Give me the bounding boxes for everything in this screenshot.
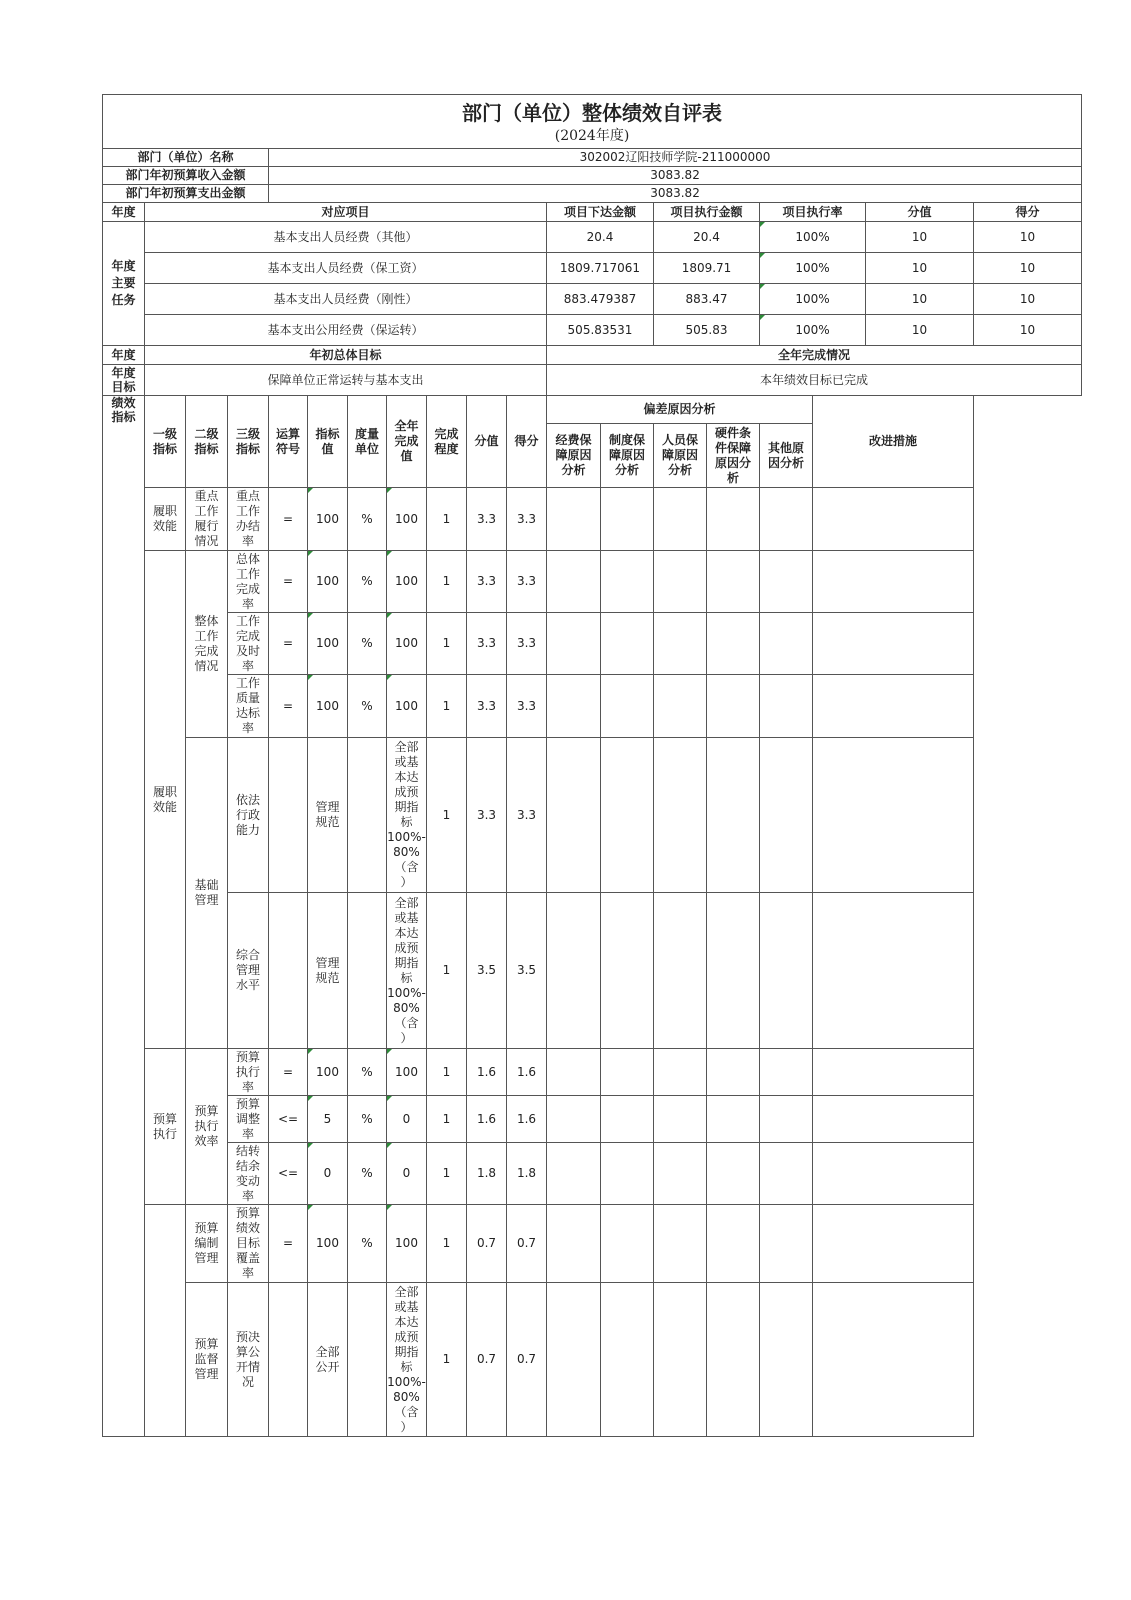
- task-score-value: 10: [866, 284, 974, 315]
- level2-cell: 重点 工作 履行 情况: [186, 488, 228, 551]
- operator-cell: =: [269, 1205, 308, 1283]
- actual-header: 全年 完成 值: [387, 396, 427, 488]
- dev-funding-cell: [547, 1205, 601, 1283]
- level1-cell: 履职 效能: [145, 488, 186, 551]
- improvement-cell: [813, 1096, 974, 1143]
- operator-cell: =: [269, 613, 308, 675]
- dev-hardware-cell: [707, 551, 760, 613]
- operator-cell: =: [269, 675, 308, 738]
- indicator-row: [103, 613, 1082, 675]
- dev-other-cell: [760, 1283, 813, 1437]
- initial-goal-text: 保障单位正常运转与基本支出: [145, 365, 547, 396]
- task-executed: 505.83: [654, 315, 760, 346]
- dev-system-cell: [601, 1283, 654, 1437]
- dev-system-cell: [601, 1049, 654, 1096]
- target-cell: 100: [308, 1049, 348, 1096]
- target-cell: 100: [308, 1205, 348, 1283]
- sheet-title: 部门（单位）整体绩效自评表: [103, 95, 1082, 127]
- dev-hardware-cell: [707, 488, 760, 551]
- target-cell: 100: [308, 551, 348, 613]
- value-cell: 1.8: [467, 1143, 507, 1205]
- task-row: [103, 315, 1082, 346]
- actual-cell: 0: [387, 1096, 427, 1143]
- dev-funding-cell: [547, 1143, 601, 1205]
- unit-cell: [348, 1283, 387, 1437]
- task-rate: 100%: [760, 222, 866, 253]
- dev-staff-cell: [654, 1143, 707, 1205]
- task-score-value: 10: [866, 315, 974, 346]
- target-cell: 管理 规范: [308, 893, 348, 1049]
- dev-funding-cell: [547, 1283, 601, 1437]
- improvement-cell: [813, 1143, 974, 1205]
- task-score-value-header: 分值: [866, 203, 974, 222]
- score-cell: 1.6: [507, 1096, 547, 1143]
- degree-header: 完成 程度: [427, 396, 467, 488]
- task-executed: 883.47: [654, 284, 760, 315]
- value-cell: 1.6: [467, 1096, 507, 1143]
- task-name: 基本支出公用经费（保运转）: [145, 315, 547, 346]
- level1-cell: [145, 1205, 186, 1437]
- actual-cell: 全部 或基 本达 成预 期指 标 100%- 80% （含 ）: [387, 1283, 427, 1437]
- dev-system-cell: [601, 613, 654, 675]
- task-score: 10: [974, 253, 1082, 284]
- dev-other-header: 其他原 因分析: [760, 424, 813, 488]
- degree-cell: 1: [427, 675, 467, 738]
- operator-cell: <=: [269, 1143, 308, 1205]
- dev-system-cell: [601, 1143, 654, 1205]
- dev-hardware-cell: [707, 893, 760, 1049]
- dept-name-value: 302002辽阳技师学院-211000000: [269, 149, 1082, 167]
- level3-cell: 预算 执行 率: [228, 1049, 269, 1096]
- dev-funding-cell: [547, 1049, 601, 1096]
- unit-cell: [348, 893, 387, 1049]
- improvement-header: 改进措施: [813, 396, 974, 488]
- score-cell: 3.5: [507, 893, 547, 1049]
- target-cell: 100: [308, 488, 348, 551]
- unit-cell: [348, 738, 387, 893]
- degree-cell: 1: [427, 613, 467, 675]
- dev-hardware-header: 硬件条 件保障 原因分 析: [707, 424, 760, 488]
- degree-cell: 1: [427, 893, 467, 1049]
- task-executed: 20.4: [654, 222, 760, 253]
- target-cell: 5: [308, 1096, 348, 1143]
- target-cell: 100: [308, 675, 348, 738]
- level3-cell: 工作 完成 及时 率: [228, 613, 269, 675]
- initial-goal-header: 年初总体目标: [145, 346, 547, 365]
- dev-hardware-cell: [707, 613, 760, 675]
- degree-cell: 1: [427, 1205, 467, 1283]
- task-rate: 100%: [760, 315, 866, 346]
- dev-system-cell: [601, 1205, 654, 1283]
- unit-header: 度量 单位: [348, 396, 387, 488]
- task-rate: 100%: [760, 284, 866, 315]
- actual-cell: 100: [387, 1205, 427, 1283]
- operator-cell: [269, 1283, 308, 1437]
- improvement-cell: [813, 1205, 974, 1283]
- level1-header: 一级 指标: [145, 396, 186, 488]
- degree-cell: 1: [427, 1283, 467, 1437]
- target-header: 指标 值: [308, 396, 348, 488]
- level2-cell: 整体 工作 完成 情况: [186, 551, 228, 738]
- completion-header: 全年完成情况: [547, 346, 1082, 365]
- indicator-row: [103, 488, 1082, 551]
- score-cell: 3.3: [507, 675, 547, 738]
- dev-other-cell: [760, 551, 813, 613]
- improvement-cell: [813, 1283, 974, 1437]
- indicator-row: [103, 738, 1082, 893]
- actual-cell: 0: [387, 1143, 427, 1205]
- target-cell: 0: [308, 1143, 348, 1205]
- unit-cell: %: [348, 551, 387, 613]
- degree-cell: 1: [427, 738, 467, 893]
- value-cell: 0.7: [467, 1283, 507, 1437]
- task-name: 基本支出人员经费（其他）: [145, 222, 547, 253]
- task-name: 基本支出人员经费（保工资）: [145, 253, 547, 284]
- indicator-row: [103, 1049, 1082, 1096]
- dev-other-cell: [760, 1049, 813, 1096]
- actual-cell: 100: [387, 613, 427, 675]
- indicator-row: [103, 1205, 1082, 1283]
- degree-cell: 1: [427, 551, 467, 613]
- score-cell: 3.3: [507, 613, 547, 675]
- level3-cell: 总体 工作 完成 率: [228, 551, 269, 613]
- dev-staff-cell: [654, 675, 707, 738]
- target-cell: 100: [308, 613, 348, 675]
- indicator-row: [103, 893, 1082, 1049]
- dev-funding-cell: [547, 613, 601, 675]
- dev-other-cell: [760, 488, 813, 551]
- ind-score-value-header: 分值: [467, 396, 507, 488]
- dev-other-cell: [760, 1096, 813, 1143]
- dept-name-label: 部门（单位）名称: [103, 149, 269, 167]
- indicator-row: [103, 1096, 1082, 1143]
- deviation-header: 偏差原因分析: [547, 396, 813, 424]
- budget-income-label: 部门年初预算收入金额: [103, 167, 269, 185]
- dev-funding-cell: [547, 738, 601, 893]
- level2-cell: 基础 管理: [186, 738, 228, 1049]
- improvement-cell: [813, 551, 974, 613]
- dev-staff-cell: [654, 1205, 707, 1283]
- level1-cell: 预算 执行: [145, 1049, 186, 1205]
- task-issued: 20.4: [547, 222, 654, 253]
- degree-cell: 1: [427, 1096, 467, 1143]
- improvement-cell: [813, 893, 974, 1049]
- unit-cell: %: [348, 1096, 387, 1143]
- level2-header: 二级 指标: [186, 396, 228, 488]
- dev-system-header: 制度保 障原因 分析: [601, 424, 654, 488]
- value-cell: 3.3: [467, 738, 507, 893]
- operator-cell: =: [269, 488, 308, 551]
- indicator-row: [103, 675, 1082, 738]
- task-score-value: 10: [866, 253, 974, 284]
- actual-cell: 100: [387, 488, 427, 551]
- dev-funding-cell: [547, 488, 601, 551]
- perf-indicator-label: 绩效 指标: [103, 396, 145, 1437]
- level3-cell: 工作 质量 达标 率: [228, 675, 269, 738]
- score-cell: 1.8: [507, 1143, 547, 1205]
- dev-funding-cell: [547, 675, 601, 738]
- level2-cell: 预算 监督 管理: [186, 1283, 228, 1437]
- task-issued: 883.479387: [547, 284, 654, 315]
- value-cell: 1.6: [467, 1049, 507, 1096]
- dev-other-cell: [760, 1143, 813, 1205]
- dev-funding-cell: [547, 1096, 601, 1143]
- level3-cell: 综合 管理 水平: [228, 893, 269, 1049]
- level3-cell: 结转 结余 变动 率: [228, 1143, 269, 1205]
- task-issued: 1809.717061: [547, 253, 654, 284]
- dev-funding-cell: [547, 893, 601, 1049]
- operator-cell: <=: [269, 1096, 308, 1143]
- value-cell: 0.7: [467, 1205, 507, 1283]
- dev-staff-cell: [654, 893, 707, 1049]
- improvement-cell: [813, 1049, 974, 1096]
- value-cell: 3.3: [467, 551, 507, 613]
- dev-staff-cell: [654, 551, 707, 613]
- task-rate: 100%: [760, 253, 866, 284]
- score-cell: 0.7: [507, 1283, 547, 1437]
- actual-cell: 全部 或基 本达 成预 期指 标 100%- 80% （含 ）: [387, 893, 427, 1049]
- improvement-cell: [813, 675, 974, 738]
- level3-cell: 预算 调整 率: [228, 1096, 269, 1143]
- sheet-subtitle: (2024年度): [103, 127, 1082, 149]
- dev-staff-cell: [654, 613, 707, 675]
- value-cell: 3.3: [467, 488, 507, 551]
- budget-income-value: 3083.82: [269, 167, 1082, 185]
- task-executed: 1809.71: [654, 253, 760, 284]
- level2-cell: 预算 执行 效率: [186, 1049, 228, 1205]
- completion-text: 本年绩效目标已完成: [547, 365, 1082, 396]
- task-row: [103, 284, 1082, 315]
- actual-cell: 100: [387, 1049, 427, 1096]
- value-cell: 3.3: [467, 613, 507, 675]
- improvement-cell: [813, 488, 974, 551]
- operator-cell: [269, 738, 308, 893]
- value-cell: 3.3: [467, 675, 507, 738]
- dev-staff-cell: [654, 488, 707, 551]
- dev-hardware-cell: [707, 1143, 760, 1205]
- dev-other-cell: [760, 893, 813, 1049]
- level3-cell: 重点 工作 办结 率: [228, 488, 269, 551]
- dev-hardware-cell: [707, 738, 760, 893]
- target-cell: 管理 规范: [308, 738, 348, 893]
- ind-score-header: 得分: [507, 396, 547, 488]
- task-name: 基本支出人员经费（刚性）: [145, 284, 547, 315]
- improvement-cell: [813, 613, 974, 675]
- dev-system-cell: [601, 738, 654, 893]
- level3-cell: 依法 行政 能力: [228, 738, 269, 893]
- unit-cell: %: [348, 1205, 387, 1283]
- operator-cell: =: [269, 551, 308, 613]
- dev-hardware-cell: [707, 1283, 760, 1437]
- dev-staff-header: 人员保 障原因 分析: [654, 424, 707, 488]
- task-score: 10: [974, 315, 1082, 346]
- dev-hardware-cell: [707, 1049, 760, 1096]
- target-cell: 全部 公开: [308, 1283, 348, 1437]
- score-cell: 0.7: [507, 1205, 547, 1283]
- score-cell: 3.3: [507, 738, 547, 893]
- task-score-value: 10: [866, 222, 974, 253]
- actual-cell: 100: [387, 675, 427, 738]
- degree-cell: 1: [427, 1049, 467, 1096]
- indicator-row: [103, 551, 1082, 613]
- dev-staff-cell: [654, 1096, 707, 1143]
- execution-rate-header: 项目执行率: [760, 203, 866, 222]
- dev-hardware-cell: [707, 675, 760, 738]
- task-score: 10: [974, 284, 1082, 315]
- operator-cell: [269, 893, 308, 1049]
- degree-cell: 1: [427, 1143, 467, 1205]
- task-score-header: 得分: [974, 203, 1082, 222]
- self-evaluation-table: [102, 94, 1082, 1437]
- item-issued-header: 项目下达金额: [547, 203, 654, 222]
- score-cell: 3.3: [507, 488, 547, 551]
- actual-cell: 100: [387, 551, 427, 613]
- dev-funding-cell: [547, 551, 601, 613]
- performance-sheet: [102, 94, 1040, 1437]
- year-goal-label: 年度 目标: [103, 365, 145, 396]
- task-row: [103, 222, 1082, 253]
- dev-system-cell: [601, 893, 654, 1049]
- item-executed-header: 项目执行金额: [654, 203, 760, 222]
- value-cell: 3.5: [467, 893, 507, 1049]
- dev-system-cell: [601, 1096, 654, 1143]
- main-tasks-label: 年度 主要 任务: [103, 222, 145, 346]
- dev-staff-cell: [654, 1049, 707, 1096]
- dev-system-cell: [601, 551, 654, 613]
- dev-funding-header: 经费保 障原因 分析: [547, 424, 601, 488]
- task-score: 10: [974, 222, 1082, 253]
- unit-cell: %: [348, 1049, 387, 1096]
- unit-cell: %: [348, 675, 387, 738]
- budget-expense-value: 3083.82: [269, 185, 1082, 203]
- dev-other-cell: [760, 613, 813, 675]
- operator-cell: =: [269, 1049, 308, 1096]
- score-cell: 3.3: [507, 551, 547, 613]
- operator-header: 运算 符号: [269, 396, 308, 488]
- dev-hardware-cell: [707, 1205, 760, 1283]
- unit-cell: %: [348, 488, 387, 551]
- year-label: 年度: [103, 346, 145, 365]
- level1-cell: 履职 效能: [145, 551, 186, 1049]
- budget-expense-label: 部门年初预算支出金额: [103, 185, 269, 203]
- dev-hardware-cell: [707, 1096, 760, 1143]
- dev-system-cell: [601, 488, 654, 551]
- degree-cell: 1: [427, 488, 467, 551]
- level3-cell: 预决 算公 开情 况: [228, 1283, 269, 1437]
- actual-cell: 全部 或基 本达 成预 期指 标 100%- 80% （含 ）: [387, 738, 427, 893]
- score-cell: 1.6: [507, 1049, 547, 1096]
- level3-cell: 预算 绩效 目标 覆盖 率: [228, 1205, 269, 1283]
- dev-other-cell: [760, 738, 813, 893]
- dev-other-cell: [760, 675, 813, 738]
- indicator-row: [103, 1283, 1082, 1437]
- corresponding-item-header: 对应项目: [145, 203, 547, 222]
- unit-cell: %: [348, 1143, 387, 1205]
- unit-cell: %: [348, 613, 387, 675]
- level3-header: 三级 指标: [228, 396, 269, 488]
- dev-system-cell: [601, 675, 654, 738]
- task-issued: 505.83531: [547, 315, 654, 346]
- improvement-cell: [813, 738, 974, 893]
- level2-cell: 预算 编制 管理: [186, 1205, 228, 1283]
- dev-staff-cell: [654, 1283, 707, 1437]
- dev-other-cell: [760, 1205, 813, 1283]
- year-label: 年度: [103, 203, 145, 222]
- dev-staff-cell: [654, 738, 707, 893]
- task-row: [103, 253, 1082, 284]
- indicator-row: [103, 1143, 1082, 1205]
